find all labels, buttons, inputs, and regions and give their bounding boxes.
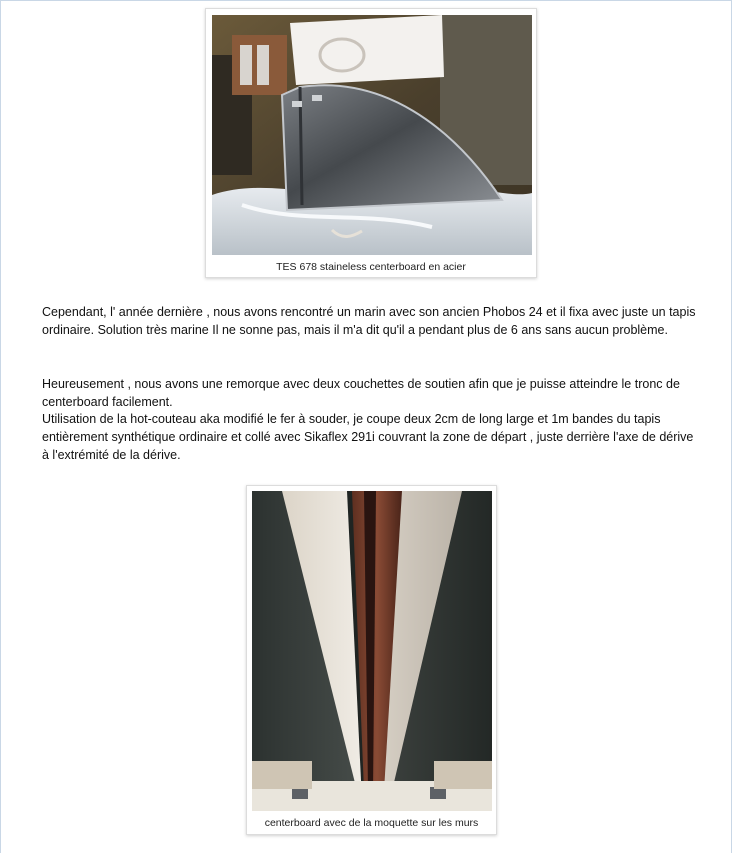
carpet-trunk-image — [252, 491, 492, 811]
figure-caption: TES 678 staineless centerboard en acier — [276, 261, 466, 273]
photo-steel-centerboard[interactable] — [212, 15, 532, 255]
figure-caption: centerboard avec de la moquette sur les murs — [264, 817, 479, 829]
photo-carpet-trunk[interactable] — [252, 491, 492, 811]
paragraph-trailer: Heureusement , nous avons une remorque avec deux couchettes de soutien afin que je puisse atteindre le tronc de centerboard facilement. — [42, 377, 680, 409]
steel-centerboard-image — [212, 15, 532, 255]
figure-centerboard-carpet — [246, 485, 497, 835]
paragraph-intro: Cependant, l' année dernière , nous avons rencontré un marin avec son ancien Phobos 24 et il fixa avec juste un tapis ordinaire. Solution très marine Il ne sonne pas, mais il m'a dit qu'il a pendant plus de 6 ans sans aucun problème. — [42, 305, 696, 337]
page-frame-left — [0, 0, 1, 853]
paragraph-method: Utilisation de la hot-couteau aka modifié le fer à souder, je coupe deux 2cm de long large et 1m bandes du tapis entièrement synthétique ordinaire et collé avec Sikaflex 291i couvrant la zone de départ , juste derrière l'axe de dérive à l'extrémité de la dérive. — [42, 412, 694, 462]
figure-centerboard-steel — [205, 8, 537, 278]
page-frame-top — [0, 0, 732, 1]
